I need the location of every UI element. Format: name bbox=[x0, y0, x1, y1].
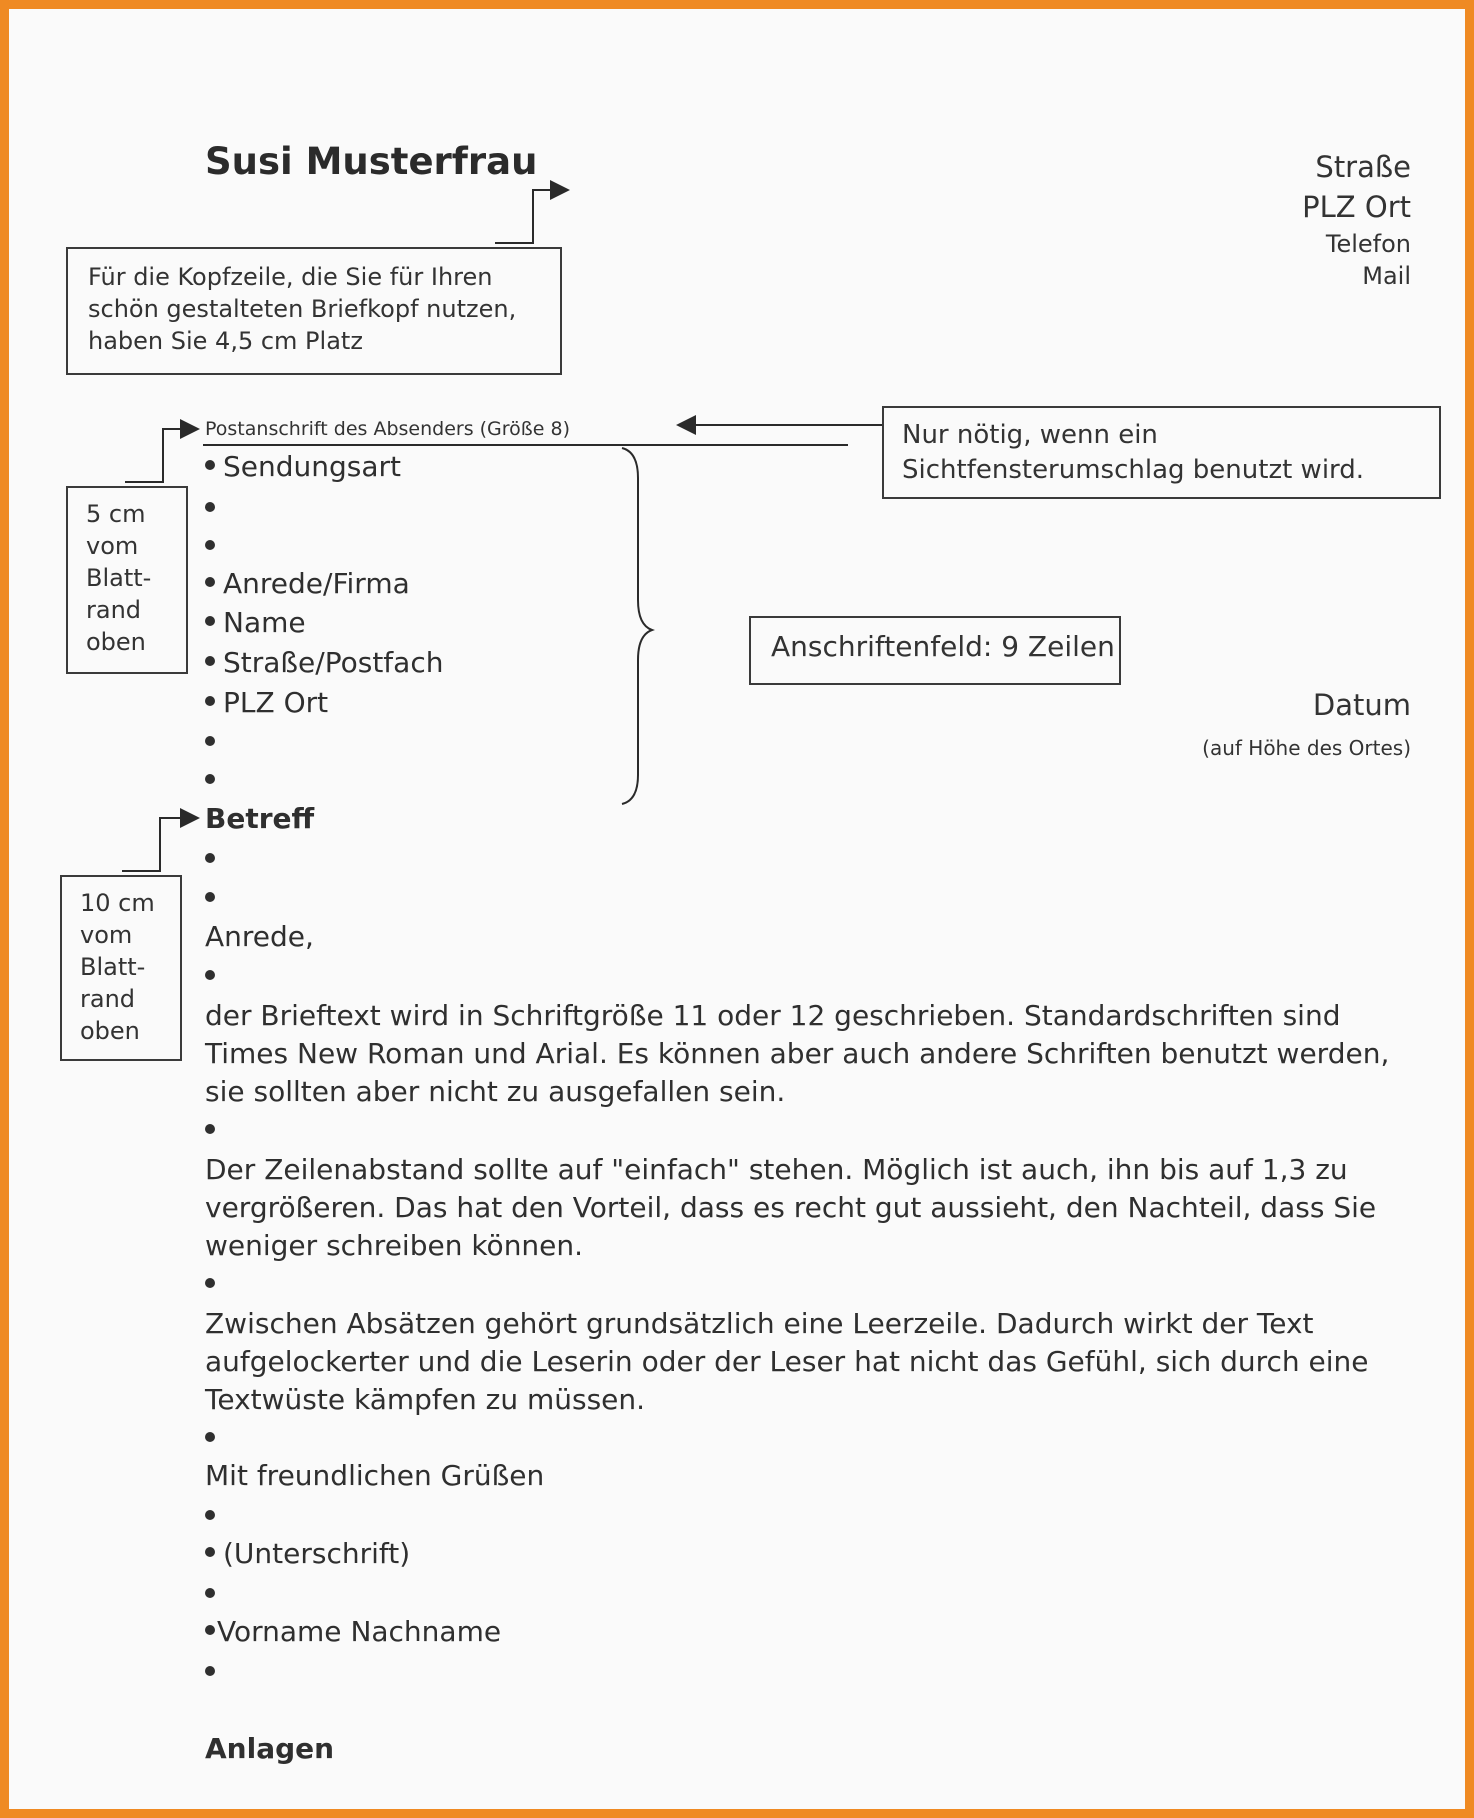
address-street: Straße bbox=[1315, 150, 1411, 184]
five-cm-line-4: rand bbox=[86, 596, 142, 624]
address-line-name: Name bbox=[205, 606, 306, 639]
address-mail: Mail bbox=[1362, 262, 1411, 290]
body-paragraph-2: Der Zeilenabstand sollte auf "einfach" stehen. Möglich ist auch, ihn bis auf 1,3 zu vergrößeren. Das hat den Vorteil, dass es recht gut aussieht, den Nachteil, dass Sie weniger schreiben können. bbox=[205, 1153, 1377, 1262]
address-line-blank bbox=[205, 530, 223, 563]
blank-line bbox=[205, 960, 223, 993]
date-hint: (auf Höhe des Ortes) bbox=[1202, 736, 1411, 760]
attachments: Anlagen bbox=[205, 1732, 335, 1765]
bullet bbox=[205, 1625, 215, 1635]
address-line-blank bbox=[205, 726, 223, 759]
bullet bbox=[205, 577, 215, 587]
bullet bbox=[205, 970, 215, 980]
header-note-text: Für die Kopfzeile, die Sie für Ihren schön gestalteten Briefkopf nutzen, haben Sie 4,5 cm Platz bbox=[88, 263, 517, 355]
five-cm-line-3: Blatt- bbox=[86, 564, 152, 592]
blank-line bbox=[205, 1114, 223, 1147]
bullet bbox=[205, 736, 215, 746]
five-cm-line-2: vom bbox=[86, 532, 139, 560]
address-line-street: Straße/Postfach bbox=[205, 646, 443, 679]
five-cm-box bbox=[66, 486, 188, 674]
greeting: Anrede, bbox=[205, 920, 314, 953]
five-cm-line-1: 5 cm bbox=[86, 500, 146, 528]
subject: Betreff bbox=[205, 802, 315, 835]
address-line-blank bbox=[205, 764, 223, 797]
sender-name: Susi Musterfrau bbox=[205, 140, 538, 183]
header-arrow bbox=[495, 190, 568, 243]
address-city: PLZ Ort bbox=[1302, 190, 1411, 224]
blank-line bbox=[205, 1500, 223, 1533]
bullet bbox=[205, 1588, 215, 1598]
blank-line bbox=[205, 882, 223, 915]
bullet bbox=[205, 853, 215, 863]
closing: Mit freundlichen Grüßen bbox=[205, 1459, 545, 1492]
address-field-box bbox=[749, 616, 1121, 685]
ten-cm-line-5: oben bbox=[80, 1017, 140, 1045]
address-field-text: Anschriftenfeld: 9 Zeilen bbox=[771, 630, 1115, 663]
window-note-box bbox=[882, 406, 1441, 499]
full-name-line: Vorname Nachname bbox=[205, 1615, 501, 1648]
five-cm-arrow bbox=[125, 429, 198, 482]
ten-cm-line-4: rand bbox=[80, 985, 136, 1013]
blank-line bbox=[205, 1268, 223, 1301]
bullet bbox=[205, 540, 215, 550]
bullet bbox=[205, 502, 215, 512]
address-line-salutation: Anrede/Firma bbox=[205, 567, 410, 600]
bullet bbox=[205, 696, 215, 706]
date-label: Datum bbox=[1312, 688, 1411, 722]
body-paragraph-1: der Brieftext wird in Schriftgröße 11 oder 12 geschrieben. Standardschriften sind Times New Roman und Arial. Es können aber auch andere Schriften benutzt werden, sie sollten aber nicht zu ausgefallen sein. bbox=[205, 999, 1390, 1108]
address-phone: Telefon bbox=[1325, 230, 1411, 258]
bullet bbox=[205, 460, 215, 470]
bullet bbox=[205, 1278, 215, 1288]
blank-line bbox=[205, 843, 223, 876]
blank-line bbox=[205, 1578, 223, 1611]
bullet bbox=[205, 1510, 215, 1520]
window-note-text: Nur nötig, wenn ein Sichtfensterumschlag benutzt wird. bbox=[902, 420, 1365, 485]
address-line-blank bbox=[205, 492, 223, 525]
address-line-city: PLZ Ort bbox=[205, 686, 328, 719]
five-cm-line-5: oben bbox=[86, 628, 146, 656]
body-paragraph-3: Zwischen Absätzen gehört grundsätzlich eine Leerzeile. Dadurch wirkt der Text aufgelockerter und die Leserin oder der Leser hat nicht das Gefühl, sich durch eine Textwüste kämpfen zu müssen. bbox=[205, 1307, 1369, 1416]
ten-cm-box bbox=[60, 875, 182, 1061]
signature-line: (Unterschrift) bbox=[205, 1537, 410, 1570]
bullet bbox=[205, 616, 215, 626]
blank-line bbox=[205, 1656, 223, 1689]
bullet bbox=[205, 656, 215, 666]
ten-cm-line-3: Blatt- bbox=[80, 953, 146, 981]
address-line-shipping: Sendungsart bbox=[205, 450, 401, 483]
sender-postal-line: Postanschrift des Absenders (Größe 8) bbox=[205, 418, 570, 440]
ten-cm-line-2: vom bbox=[80, 921, 133, 949]
bullet bbox=[205, 892, 215, 902]
ten-cm-line-1: 10 cm bbox=[80, 889, 155, 917]
ten-cm-arrow bbox=[122, 818, 198, 871]
curly-brace bbox=[622, 448, 652, 804]
blank-line bbox=[205, 1422, 223, 1455]
bullet bbox=[205, 774, 215, 784]
bullet bbox=[205, 1666, 215, 1676]
header-note-box bbox=[66, 247, 562, 375]
bullet bbox=[205, 1124, 215, 1134]
bullet bbox=[205, 1432, 215, 1442]
bullet bbox=[205, 1547, 215, 1557]
